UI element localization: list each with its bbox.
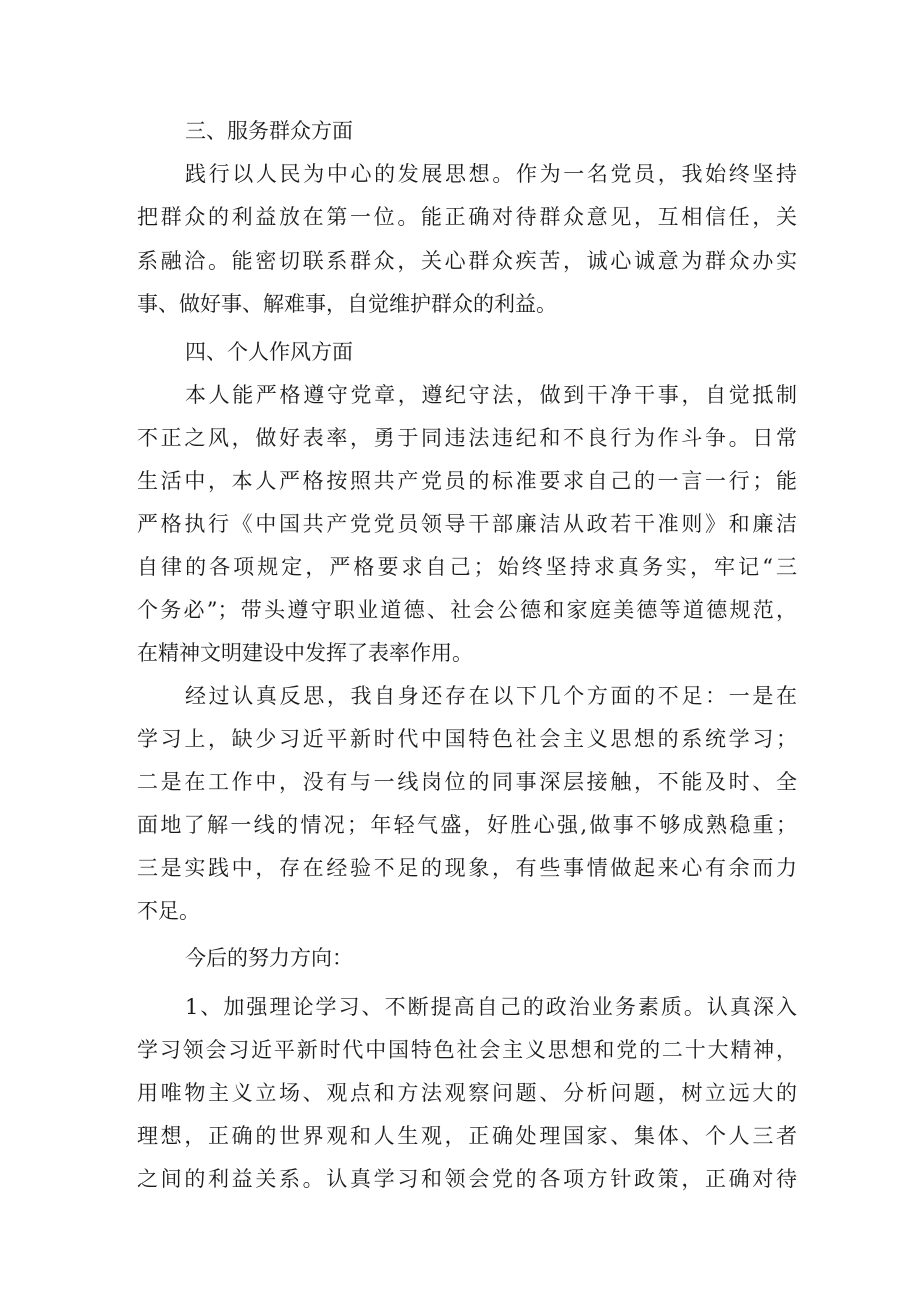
paragraph-line: 个务必”；带头遵守职业道德、社会公德和家庭美德等道德规范，: [137, 598, 797, 622]
paragraph-line: 不足。: [137, 899, 200, 923]
paragraph-line: 生活中，本人严格按照共产党员的标准要求自己的一言一行；能: [137, 469, 797, 493]
paragraph-line: 面地了解一线的情况；年轻气盛，好胜心强,做事不够成熟稳重；: [137, 813, 797, 837]
paragraph-line: 严格执行《中国共产党党员领导干部廉洁从政若干准则》和廉洁: [137, 512, 797, 536]
paragraph-line: 二是在工作中，没有与一线岗位的同事深层接触，不能及时、全: [137, 770, 797, 794]
paragraph-line: 经过认真反思，我自身还存在以下几个方面的不足：一是在: [185, 684, 797, 708]
section-heading: 四、个人作风方面: [185, 340, 353, 364]
section-heading: 三、服务群众方面: [185, 119, 353, 143]
paragraph-line: 自律的各项规定，严格要求自己；始终坚持求真务实，牢记“三: [137, 555, 797, 579]
paragraph-line: 本人能严格遵守党章，遵纪守法，做到干净干事，自觉抵制: [185, 383, 797, 407]
paragraph-line: 不正之风，做好表率，勇于同违法违纪和不良行为作斗争。日常: [137, 426, 797, 450]
paragraph-line: 践行以人民为中心的发展思想。作为一名党员，我始终坚持: [185, 162, 797, 186]
direction-heading: 今后的努力方向：: [185, 946, 353, 970]
paragraph-line: 把群众的利益放在第一位。能正确对待群众意见，互相信任，关: [137, 205, 797, 229]
paragraph-line: 理想，正确的世界观和人生观，正确处理国家、集体、个人三者: [137, 1124, 797, 1148]
paragraph-line: 学习上，缺少习近平新时代中国特色社会主义思想的系统学习；: [137, 727, 797, 751]
paragraph-line: 在精神文明建设中发挥了表率作用。: [137, 641, 473, 665]
paragraph-line: 之间的利益关系。认真学习和领会党的各项方针政策，正确对待: [137, 1167, 797, 1191]
paragraph-line: 学习领会习近平新时代中国特色社会主义思想和党的二十大精神，: [137, 1038, 797, 1062]
paragraph-line: 用唯物主义立场、观点和方法观察问题、分析问题，树立远大的: [137, 1081, 797, 1105]
paragraph-line: 三是实践中，存在经验不足的现象，有些事情做起来心有余而力: [137, 856, 797, 880]
paragraph-line: 1、加强理论学习、不断提高自己的政治业务素质。认真深入: [185, 995, 797, 1019]
paragraph-line: 事、做好事、解难事，自觉维护群众的利益。: [137, 292, 557, 316]
paragraph-line: 系融洽。能密切联系群众，关心群众疾苦，诚心诚意为群众办实: [137, 249, 797, 273]
